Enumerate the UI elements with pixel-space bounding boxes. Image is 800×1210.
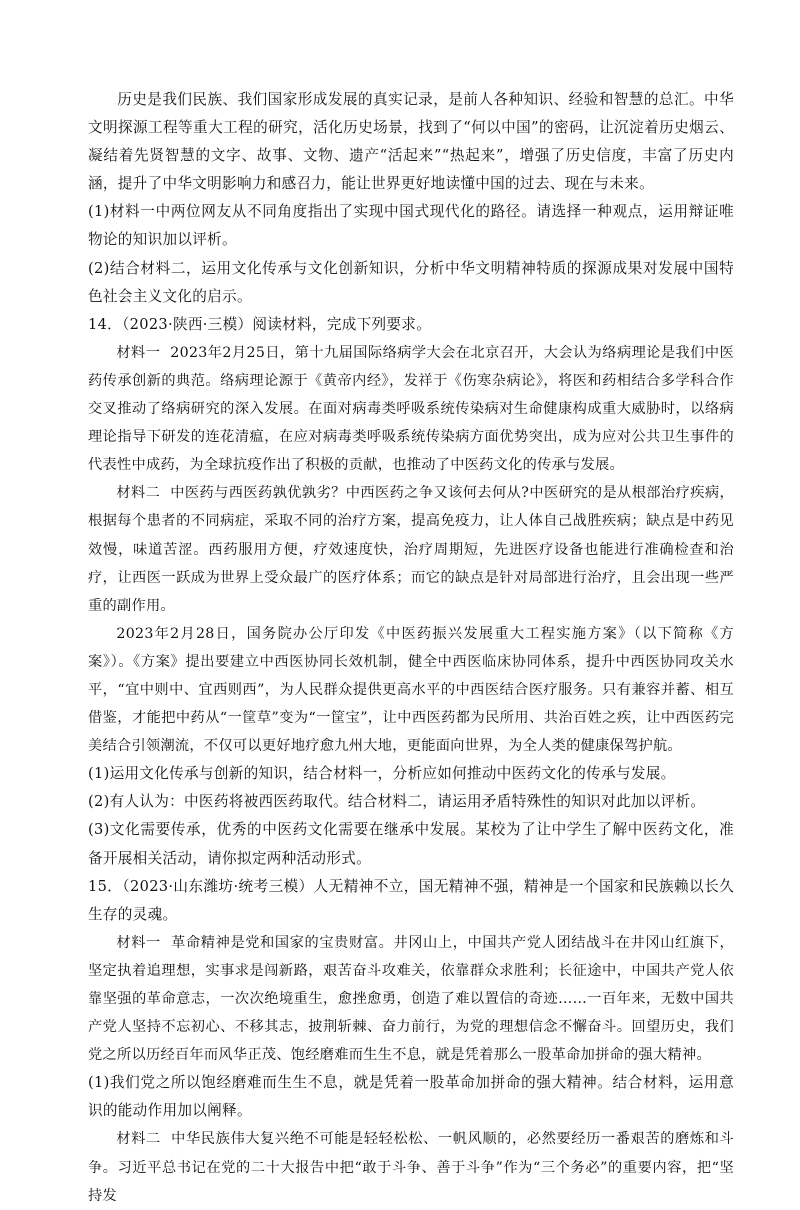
- q14-number: 14．: [88, 315, 123, 333]
- q15-material2-label: 材料二: [116, 1131, 161, 1148]
- q14-sub1: (1)运用文化传承与创新的知识，结合材料一，分析应如何推动中医药文化的传承与发展。: [88, 765, 676, 783]
- q15-source: （2023·山东潍坊·统考三模）: [122, 877, 314, 895]
- q14-sub2: (2)有人认为：中医药将被西医药取代。结合材料二，请运用矛盾特殊性的知识对此加以评析。: [88, 793, 706, 811]
- q15-material2-text: 中华民族伟大复兴绝不可能是轻轻松松、一帆风顺的，必然要经历一番艰苦的磨炼和斗争。习近平总书记在党的二十大报告中把“敢于斗争、善于斗争”作为“三个务必”的重要内容，把“坚持发: [88, 1131, 735, 1204]
- q15-material1: [88, 929, 734, 1069]
- q14-header: [88, 311, 734, 339]
- q15-material1-label: 材料一: [116, 934, 161, 951]
- intro-paragraph: 历史是我们民族、我们国家形成发展的真实记录，是前人各种知识、经验和智慧的总汇。中华文明探源工程等重大工程的研究，活化历史场景，找到了“何以中国”的密码，让沉淀着历史烟云、凝结着先贤智慧的文字、故事、文物、遗产“活起来”“热起来”，增强了历史信度，丰富了历史内涵，提升了中华文明影响力和感召力，能让世界更好地读懂中国的过去、现在与未来。: [88, 91, 734, 193]
- q14-prompt: 阅读材料，完成下列要求。: [252, 315, 432, 333]
- q15-number: 15．: [88, 877, 123, 895]
- q14-source: （2023·陕西·三模）: [122, 315, 253, 333]
- q13-sub2: (2)结合材料二，运用文化传承与文化创新知识，分析中华文明精神特质的探源成果对发展中国特色社会主义文化的启示。: [88, 259, 734, 305]
- q14-material1-text: 2023年2月25日，第十九届国际络病学大会在北京召开，大会认为络病理论是我们中医药传承创新的典范。络病理论源于《黄帝内经》，发祥于《伤寒杂病论》，将医和药相结合多学科合作交叉推动了络病研究的深入发展。在面对病毒类呼吸系统传染病对生命健康构成重大威胁时，以络病理论指导下研发的连花清瘟，在应对病毒类呼吸系统传染病方面优势突出，成为应对公共卫生事件的代表性中成药，为全球抗疫作出了积极的贡献，也推动了中医药文化的传承与发展。: [88, 344, 734, 474]
- q15-material2: [88, 1125, 734, 1209]
- q14-material1: [88, 339, 734, 479]
- q13-sub1: (1)材料一中两位网友从不同角度指出了实现中国式现代化的路径。请选择一种观点，运用辩证唯物论的知识加以评析。: [88, 203, 734, 249]
- q15-material1-text: 革命精神是党和国家的宝贵财富。井冈山上，中国共产党人团结战斗在井冈山红旗下，坚定执着追理想，实事求是闯新路，艰苦奋斗攻难关，依靠群众求胜利；长征途中，中国共产党人依靠坚强的革命意志，一次次绝境重生，愈挫愈勇，创造了难以置信的奇迹……一百年来，无数中国共产党人坚持不忘初心、不移其志，披荆斩棘、奋力前行，为党的理想信念不懈奋斗。回望历史，我们党之所以历经百年而风华正茂、饱经磨难而生生不息，就是凭着那么一股革命加拼命的强大精神。: [88, 934, 735, 1064]
- q14-sub3: (3)文化需要传承，优秀的中医药文化需要在继承中发展。某校为了让中学生了解中医药文化，准备开展相关活动，请你拟定两种活动形式。: [88, 821, 734, 867]
- q14-material2-label: 材料二: [116, 485, 161, 502]
- q14-material2-text: 中医药与西医药孰优孰劣？中西医药之争又该何去何从?中医研究的是从根部治疗疾病，根据每个患者的不同病症，采取不同的治疗方案，提高免疫力，让人体自己战胜疾病；缺点是中药见效慢，味道苦涩。西药服用方便，疗效速度快，治疗周期短，先进医疗设备也能进行准确检查和治疗，让西医一跃成为世界上受众最广的医疗体系；而它的缺点是针对局部进行治疗，且会出现一些严重的副作用。: [88, 485, 734, 614]
- q14-material1-label: 材料一: [116, 344, 161, 361]
- q15-sub1: (1)我们党之所以饱经磨难而生生不息，就是凭着一股革命加拼命的强大精神。结合材料，运用意识的能动作用加以阐释。: [88, 1074, 734, 1120]
- q14-material2: [88, 479, 734, 619]
- q15-header: [88, 873, 734, 929]
- q15-prompt: 人无精神不立，国无精神不强，精神是一个国家和民族赖以长久生存的灵魂。: [88, 877, 734, 923]
- q14-material2-cont: 2023年2月28日，国务院办公厅印发《中医药振兴发展重大工程实施方案》（以下简称《方案》）。《方案》提出要建立中西医协同长效机制，健全中西医临床协同体系，提升中西医协同攻关水平，“宜中则中、宜西则西”，为人民群众提供更高水平的中西医结合医疗服务。只有兼容并蓄、相互借鉴，才能把中药从“一筐草”变为“一筐宝”，让中西医药都为民所用、共治百姓之疾，让中西医药完美结合引领潮流，不仅可以更好地疗愈九州大地，更能面向世界，为全人类的健康保驾护航。: [88, 625, 734, 755]
